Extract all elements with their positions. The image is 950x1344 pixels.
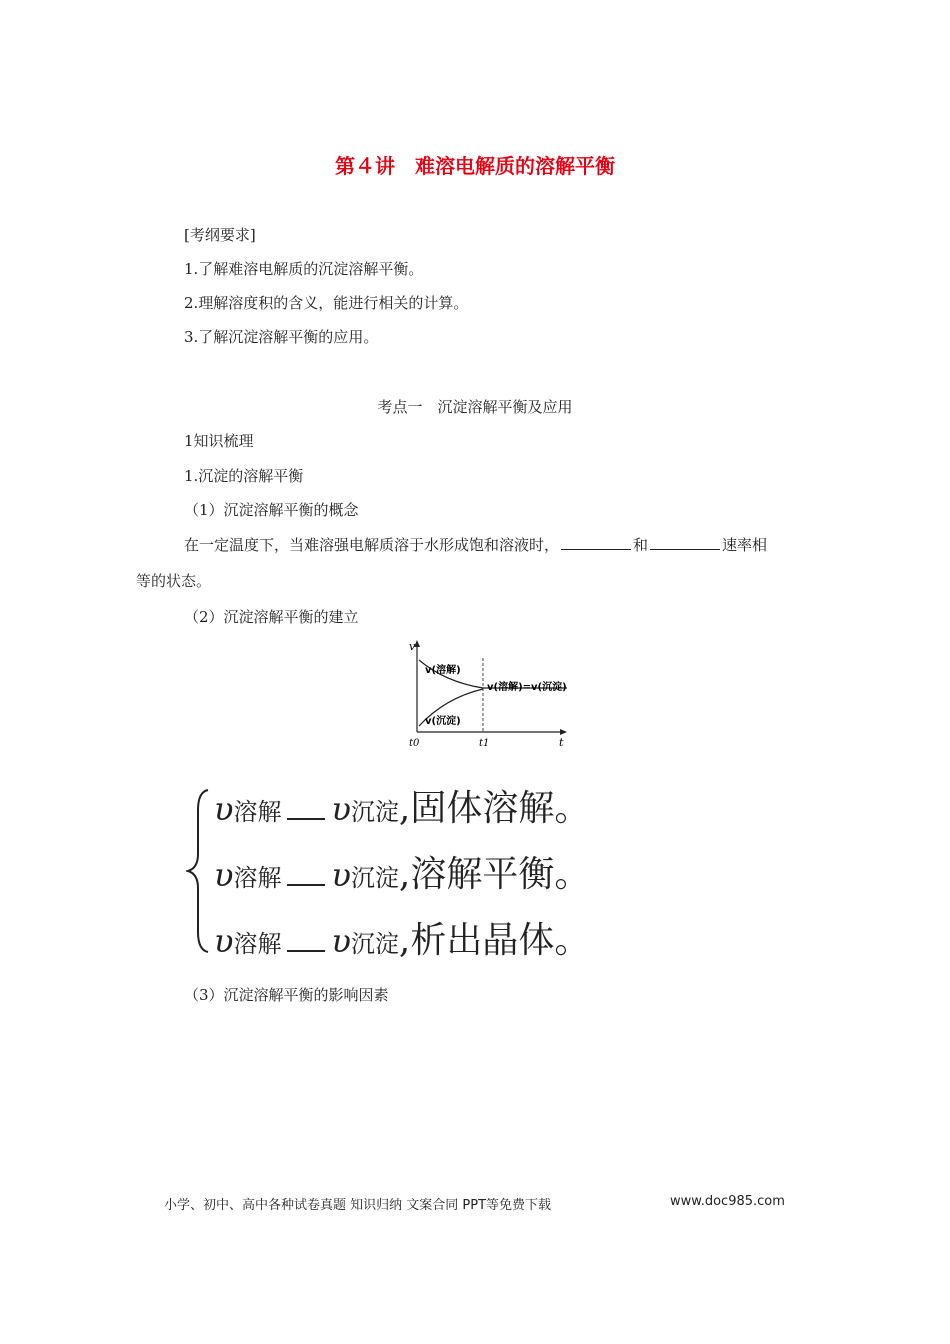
equal-label: v(溶解)=v(沉淀) [487, 682, 567, 693]
x-label: t [559, 736, 564, 749]
row-result: 固体溶解。 [410, 788, 591, 829]
comma: , [398, 920, 411, 961]
v-symbol: υ [331, 856, 351, 894]
y-label: v [409, 640, 416, 653]
section-title: 考点一 沉淀溶解平衡及应用 [377, 398, 573, 416]
v-symbol: υ [331, 790, 351, 828]
concept-text-b: 速率相 [722, 536, 768, 554]
fill-blank [650, 535, 720, 550]
knowledge-heading: 1知识梳理 [184, 432, 254, 450]
fill-blank [561, 535, 631, 550]
fill-blank [287, 928, 325, 952]
dissolve-label: v(溶解) [425, 665, 461, 676]
subscript: 沉淀 [350, 798, 399, 826]
subscript: 溶解 [233, 930, 282, 958]
equilibrium-graph [395, 636, 595, 752]
concept-and: 和 [633, 536, 649, 554]
footer-text: 小学、初中、高中各种试卷真题 知识归纳 文案合同 PPT等免费下载 [164, 1198, 552, 1213]
outline-item: 3.了解沉淀溶解平衡的应用。 [184, 328, 379, 346]
establish-heading: （2）沉淀溶解平衡的建立 [184, 608, 359, 626]
condition-row [214, 780, 590, 831]
row-result: 析出晶体。 [410, 920, 591, 961]
subscript: 沉淀 [350, 930, 399, 958]
outline-item: 1.了解难溶电解质的沉淀溶解平衡。 [184, 260, 424, 278]
precip-label: v(沉淀) [425, 716, 461, 727]
fill-blank [287, 796, 325, 820]
outline-heading: [考纲要求] [184, 226, 256, 244]
fill-blank [287, 862, 325, 886]
concept-paragraph-cont: 等的状态。 [136, 572, 212, 590]
outline-item: 2.理解溶度积的含义，能进行相关的计算。 [184, 294, 469, 312]
subscript: 沉淀 [350, 864, 399, 892]
v-symbol: υ [214, 856, 234, 894]
concept-paragraph [184, 534, 767, 555]
condition-row [214, 846, 590, 897]
row-result: 溶解平衡。 [410, 854, 591, 895]
subscript: 溶解 [233, 798, 282, 826]
comma: , [398, 788, 411, 829]
concept-heading: （1）沉淀溶解平衡的概念 [184, 501, 359, 519]
subsection-heading: 1.沉淀的溶解平衡 [184, 467, 304, 485]
condition-row [214, 912, 590, 963]
factors-heading: （3）沉淀溶解平衡的影响因素 [184, 986, 389, 1004]
comma: , [398, 854, 411, 895]
v-symbol: υ [214, 922, 234, 960]
footer-link[interactable]: www.doc985.com [670, 1194, 785, 1209]
brace-icon [186, 786, 212, 956]
v-symbol: υ [214, 790, 234, 828]
concept-text-a: 在一定温度下，当难溶强电解质溶于水形成饱和溶液时， [184, 536, 560, 554]
t0-label: t0 [409, 738, 420, 749]
subscript: 溶解 [233, 864, 282, 892]
t1-label: t1 [479, 738, 490, 749]
x-arrow [560, 729, 567, 735]
page-title: 第４讲 难溶电解质的溶解平衡 [335, 154, 615, 178]
v-symbol: υ [331, 922, 351, 960]
